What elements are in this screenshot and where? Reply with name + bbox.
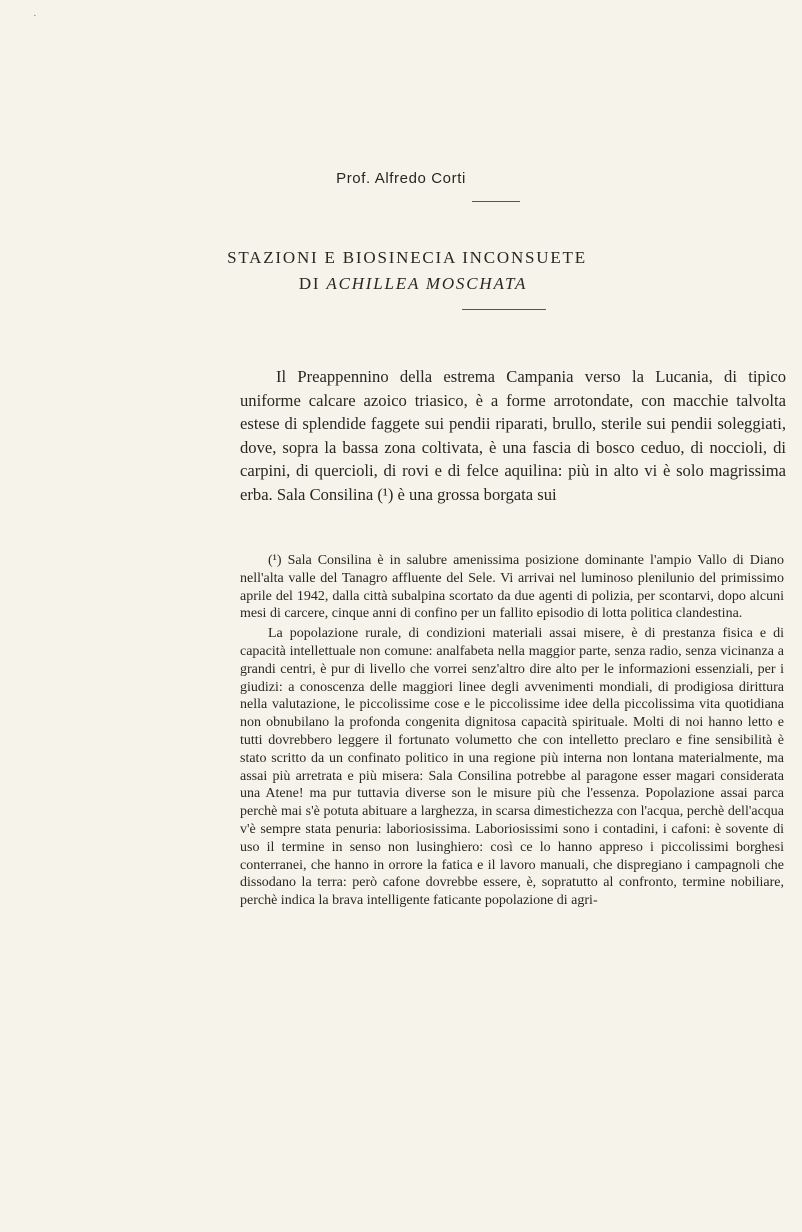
title-prefix: DI [298,274,327,293]
author-divider [472,201,520,202]
paper-speck: · [33,10,37,22]
article-title-line2 [12,274,802,294]
footnote-paragraph-1: (¹) Sala Consilina è in salubre amenissima posizione dominante l'ampio Vallo di Diano nell'alta valle del Tanagro affluente del Sele. Vi arrivai nel luminoso plenilunio del primissimo aprile del 1942, dalla città subalpina scortato da due agenti di polizia, per scontarvi, dopo alcuni mesi di carcere, cinque anni di confino per un fallito episodio di lotta politica clandestina. [240,553,784,622]
author-name: Prof. Alfredo Corti [336,170,466,187]
title-divider [462,309,546,310]
body-text [240,365,786,507]
footnote [240,552,784,910]
footnote-paragraph-2: La popolazione rurale, di condizioni materiali assai misere, è di prestanza fisica e di capacità intellettuale non comune: analfabeta nella maggior parte, senza radio, senza vicinanza a grandi centri, è pur di livello che vorrei senz'altro dire alto per le informazioni essenziali, per i giudizi: a conoscenza delle maggiori linee degli avvenimenti mondiali, di prodigiosa dirittura nella valutazione, le piccolissime cose e le piccolissime idee della piccolissima vita quotidiana non obnubilano la profonda congenita dignitosa capacità spirituale. Molti di noi hanno letto e tutti dovrebbero leggere il fortunato volumetto che con intelletto preclaro e fine sensibilità è stato scritto da un confinato politico in una regione più interna non lontana materialmente, ma assai più arretrata e più misera: Sala Consilina potrebbe al paragone esser magari considerata una Atene! ma pur tuttavia diverse son le misure più che l'essenza. Popolazione assai parca perchè mai s'è potuta abituare a larghezza, in scarsa dimestichezza con l'acqua, perchè dell'acqua v'è sempre stata penuria: laboriosissima. Laboriosissimi sono i contadini, i cafoni: è sovente di uso il termine in senso non lusinghiero: così ce lo hanno appreso i piccolissimi borghesi conterranei, che hanno in orrore la fatica e il lavoro manuali, che dispregiano i campagnoli che dissodano la terra: però cafone dovrebbe essere, è, sopratutto al confronto, termine nobiliare, perchè indica la brava intelligente faticante popolazione di agri- [240,626,784,909]
body-paragraph: Il Preappennino della estrema Campania verso la Lucania, di tipico uniforme calcare azoico triasico, è a forme arrotondate, con macchie talvolta estese di splendide faggete sui pendii riparati, brullo, sterile sui pendii soleggiati, dove, sopra la bassa zona coltivata, è una fascia di bosco ceduo, di noccioli, di carpini, di quercioli, di rovi e di felce aquilina: più in alto vi è solo magrissima erba. Sala Consilina (¹) è una grossa borgata sui [240,367,786,504]
title-species: ACHILLEA MOSCHATA [326,274,528,293]
article-title-line1: STAZIONI E BIOSINECIA INCONSUETE [227,248,587,267]
